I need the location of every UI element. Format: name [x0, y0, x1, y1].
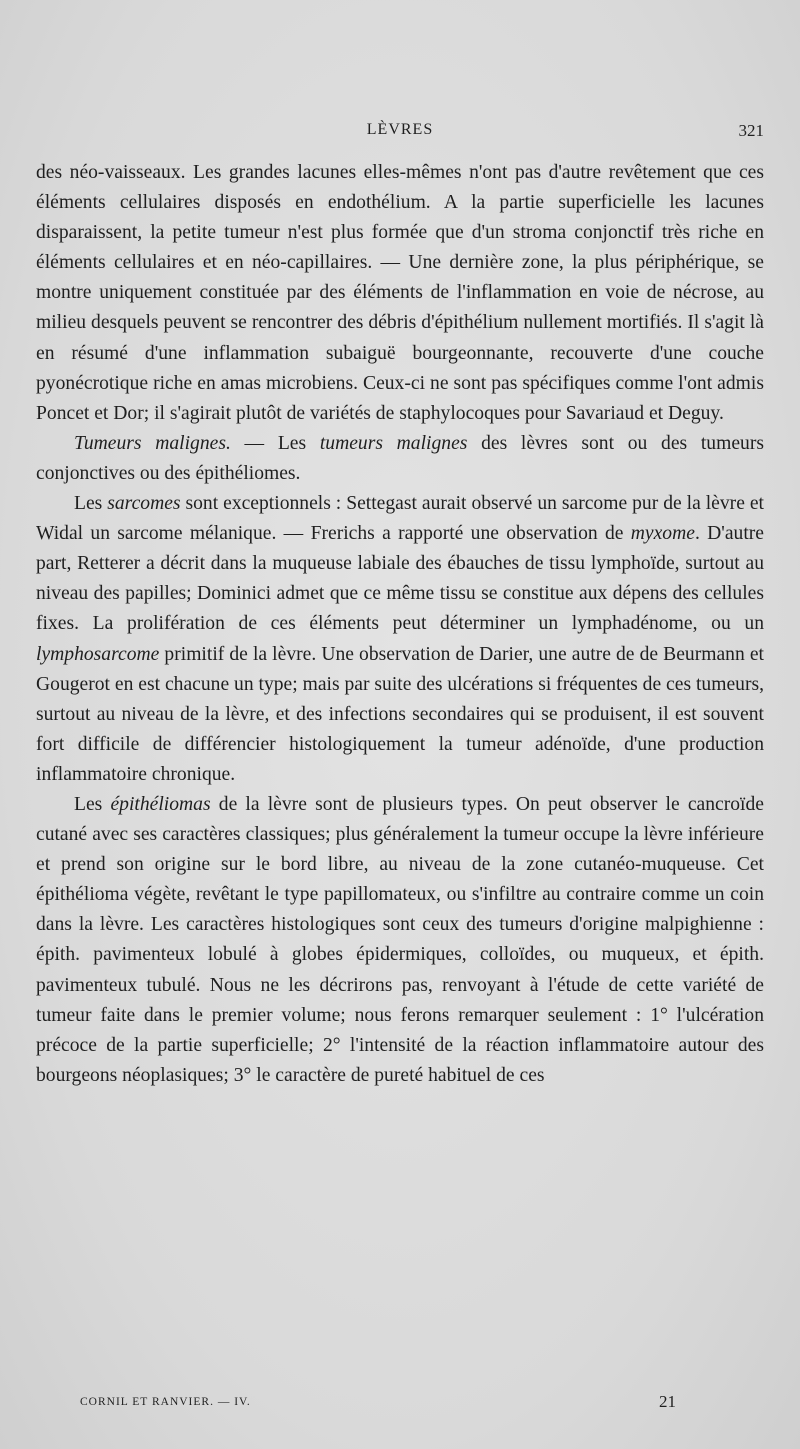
paragraph — [36, 489, 764, 790]
page-footer — [36, 1392, 764, 1418]
sheet-number: 21 — [659, 1392, 676, 1411]
body-text — [36, 158, 764, 1091]
text-run: primitif de la lèvre. Une observation de Darier, une autre de de Beurmann et Gougerot en est chacune un type; mais par suite des ulcérations si fréquentes de ces tumeurs, surtout au niveau de la lèvre, et des infections secondaires qui se produisent, il est souvent fort difficile de différencier histologiquement la tumeur adénoïde, d'une production inflammatoire chronique. — [36, 643, 765, 785]
italic-run: épithéliomas — [110, 793, 211, 815]
printer-signature: CORNIL ET RANVIER. — IV. — [80, 1396, 251, 1408]
italic-run: myxome — [630, 523, 695, 545]
paragraph — [36, 429, 764, 489]
running-header — [36, 121, 764, 143]
italic-run: lymphosarcome — [36, 643, 160, 665]
paragraph — [36, 790, 764, 1091]
text-run: . D'autre part, Retterer a décrit dans la muqueuse labiale des ébauches de tissu lymphoïde, surtout au niveau des papilles; Dominici admet que ce même tissu se constitue aux dépens des cellules fixes. La prolifération de ces éléments peut déterminer un lymphadénome, ou un — [36, 523, 764, 635]
text-run: des néo-vaisseaux. Les grandes lacunes elles-mêmes n'ont pas d'autre revêtement que ces éléments cellulaires disposés en endothélium. A la partie superficielle les lacunes disparaissent, la petite tumeur n'est plus formée que d'un stroma conjonctif très riche en éléments cellulaires et en néo-capillaires. — Une dernière zone, la plus périphérique, se montre uniquement constituée par des éléments de l'inflammation en voie de nécrose, au milieu desquels peuvent se rencontrer des débris d'épithélium nullement mortifiés. Il s'agit là en résumé d'une inflammation subaiguë bourgeonnante, recouverte d'une couche pyonécrotique riche en amas microbiens. Ceux-ci ne sont pas spécifiques comme l'ont admis Poncet et Dor; il s'agirait plutôt de variétés de staphylocoques pour Savariaud et Deguy. — [36, 162, 764, 424]
text-run: des lèvres sont ou des tumeurs conjonctives ou des épithéliomes. — [36, 432, 764, 484]
text-run: Les — [74, 493, 108, 515]
italic-run: tumeurs malignes — [319, 432, 468, 454]
italic-run: Tumeurs malignes. — [74, 432, 231, 454]
italic-run: sarcomes — [107, 493, 181, 515]
text-run: Les — [74, 793, 111, 815]
text-run: de la lèvre sont de plusieurs types. On peut observer le cancroïde cutané avec ses caractères classiques; plus généralement la tumeur occupe la lèvre inférieure et prend son origine sur le bord libre, au niveau de la zone cutanéo-muqueuse. Cet épithélioma végète, revêtant le type papillomateux, ou s'infiltre au contraire comme un coin dans la lèvre. Les caractères histologiques sont ceux des tumeurs d'origine malpighienne : épith. pavimenteux lobulé à globes épidermiques, colloïdes, ou muqueux, et épith. pavimenteux tubulé. Nous ne les décrirons pas, renvoyant à l'étude de cette variété de tumeur faite dans le premier volume; nous ferons remarquer seulement : 1° l'ulcération précoce de la partie superficielle; 2° l'intensité de la réaction inflammatoire autour des bourgeons néoplasiques; 3° le caractère de pureté habituel de ces — [36, 793, 764, 1086]
paragraph — [36, 158, 764, 429]
text-run: — Les — [230, 432, 320, 454]
page-number: 321 — [738, 121, 764, 140]
running-title: LÈVRES — [366, 121, 434, 138]
text-run: sont exceptionnels : Settegast aurait observé un sarcome pur de la lèvre et Widal un sarcome mélanique. — Frerichs a rapporté une observation de — [36, 493, 764, 545]
